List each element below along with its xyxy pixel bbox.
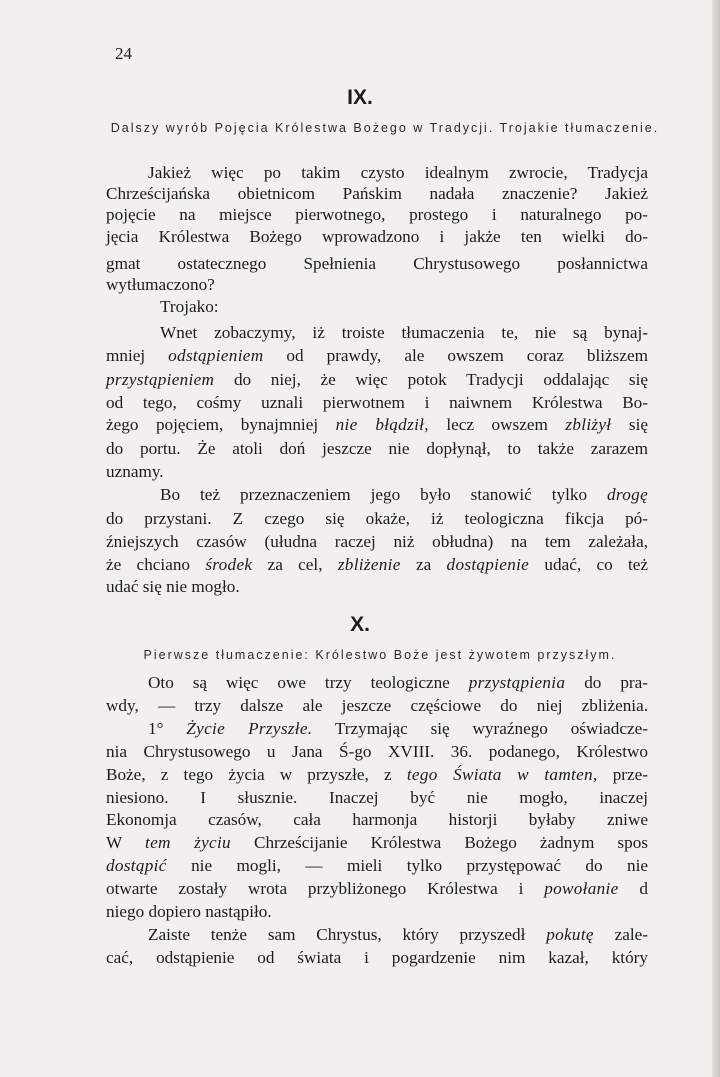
text-line: W tem życiu Chrześcijanie Królestwa Bożego żadnym spos: [106, 833, 648, 852]
text-line: wytłumaczono?: [106, 275, 215, 294]
text-line: Ekonomja czasów, cała harmonja historji byłaby zniwe: [106, 810, 648, 829]
text-line: do przystani. Z czego się okaże, iż teologiczna fikcja pó-: [106, 509, 648, 528]
italic-emphasis: środek: [205, 555, 253, 574]
text-line: Jakież więc po takim czysto idealnym zwrocie, Tradycja: [148, 163, 648, 182]
italic-emphasis: dostąpienie: [446, 555, 530, 574]
text-line: że chciano środek za cel, zbliżenie za dostąpienie udać, co też: [106, 555, 649, 574]
text-line: źniejszych czasów (ułudna raczej niż obłudna) na tem zależała,: [106, 532, 648, 551]
text-line: Boże, z tego życia w przyszłe, z tego Świata w tamten, prze-: [106, 765, 648, 784]
italic-emphasis: tego Świata w tamten,: [406, 765, 598, 784]
section-heading-ix: IX.: [347, 86, 373, 109]
text-line: Bo też przeznaczeniem jego było stanowić tylko drogę: [160, 485, 648, 504]
text-line: dostąpić nie mogli, — mieli tylko przystępować do nie: [106, 856, 648, 875]
text-line: 1° Życie Przyszłe. Trzymając się wyraźnego oświadcze-: [148, 719, 648, 738]
italic-emphasis: pokutę: [546, 925, 594, 944]
text-line: jęcia Królestwa Bożego wprowadzono i jakże ten wielki do-: [106, 227, 648, 246]
text-line: otwarte zostały wrota przybliżonego Królestwa i powołanie d: [106, 879, 648, 898]
section-heading-x: X.: [350, 613, 370, 636]
text-line: uznamy.: [106, 462, 164, 481]
page-number: 24: [115, 44, 132, 63]
text-line: przystąpieniem do niej, że więc potok Tradycji oddalając się: [106, 370, 648, 389]
italic-emphasis: Życie Przyszłe.: [186, 719, 313, 738]
italic-emphasis: odstąpieniem: [168, 346, 264, 365]
text-line: Wnet zobaczymy, iż troiste tłumaczenia te, nie są bynaj-: [160, 323, 648, 342]
text-line: od tego, cośmy uznali pierwotnem i naiwnem Królestwa Bo-: [106, 393, 648, 412]
section-subtitle-x: Pierwsze tłumaczenie: Królestwo Boże jest żywotem przyszłym.: [143, 648, 617, 662]
text-line: gmat ostatecznego Spełnienia Chrystusowego posłannictwa: [106, 254, 648, 273]
italic-emphasis: nie błądził,: [335, 415, 429, 434]
italic-emphasis: przystąpieniem: [106, 370, 215, 389]
text-line: mniej odstąpieniem od prawdy, ale owszem coraz bliższem: [106, 346, 648, 365]
text-line: Trojako:: [160, 297, 219, 316]
text-line: niesiono. I słusznie. Inaczej być nie mogło, inaczej: [106, 788, 648, 807]
text-line: do portu. Że atoli doń jeszcze nie dopłynął, to także zarazem: [106, 439, 648, 458]
text-line: Oto są więc owe trzy teologiczne przystąpienia do pra-: [148, 673, 648, 692]
text-line: nia Chrystusowego u Jana Ś-go XVIII. 36. podanego, Królestwo: [106, 742, 648, 761]
italic-emphasis: drogę: [607, 485, 648, 504]
text-line: cać, odstąpienie od świata i pogardzenie nim kazał, który: [106, 948, 648, 967]
italic-emphasis: powołanie: [544, 879, 619, 898]
italic-emphasis: dostąpić: [106, 856, 167, 875]
text-line: Zaiste tenże sam Chrystus, który przyszedł pokutę zale-: [148, 925, 648, 944]
italic-emphasis: tem życiu: [145, 833, 231, 852]
text-line: żego pojęciem, bynajmniej nie błądził, lecz owszem zbliżył się: [106, 415, 648, 434]
text-line: Chrześcijańska obietnicom Pańskim nadała znaczenie? Jakież: [106, 184, 648, 203]
section-subtitle-ix: Dalszy wyrób Pojęcia Królestwa Bożego w Tradycji. Trojakie tłumaczenie.: [110, 121, 660, 135]
text-line: niego dopiero nastąpiło.: [106, 902, 272, 921]
text-line: udać się nie mogło.: [106, 577, 240, 596]
text-line: pojęcie na miejsce pierwotnego, prostego i naturalnego po-: [106, 205, 648, 224]
page-edge-shadow: [712, 0, 720, 1077]
italic-emphasis: zbliżenie: [337, 555, 401, 574]
italic-emphasis: przystąpienia: [468, 673, 566, 692]
italic-emphasis: zbliżył: [565, 415, 612, 434]
text-line: wdy, — trzy dalsze ale jeszcze częściowe do niej zbliżenia.: [106, 696, 648, 715]
